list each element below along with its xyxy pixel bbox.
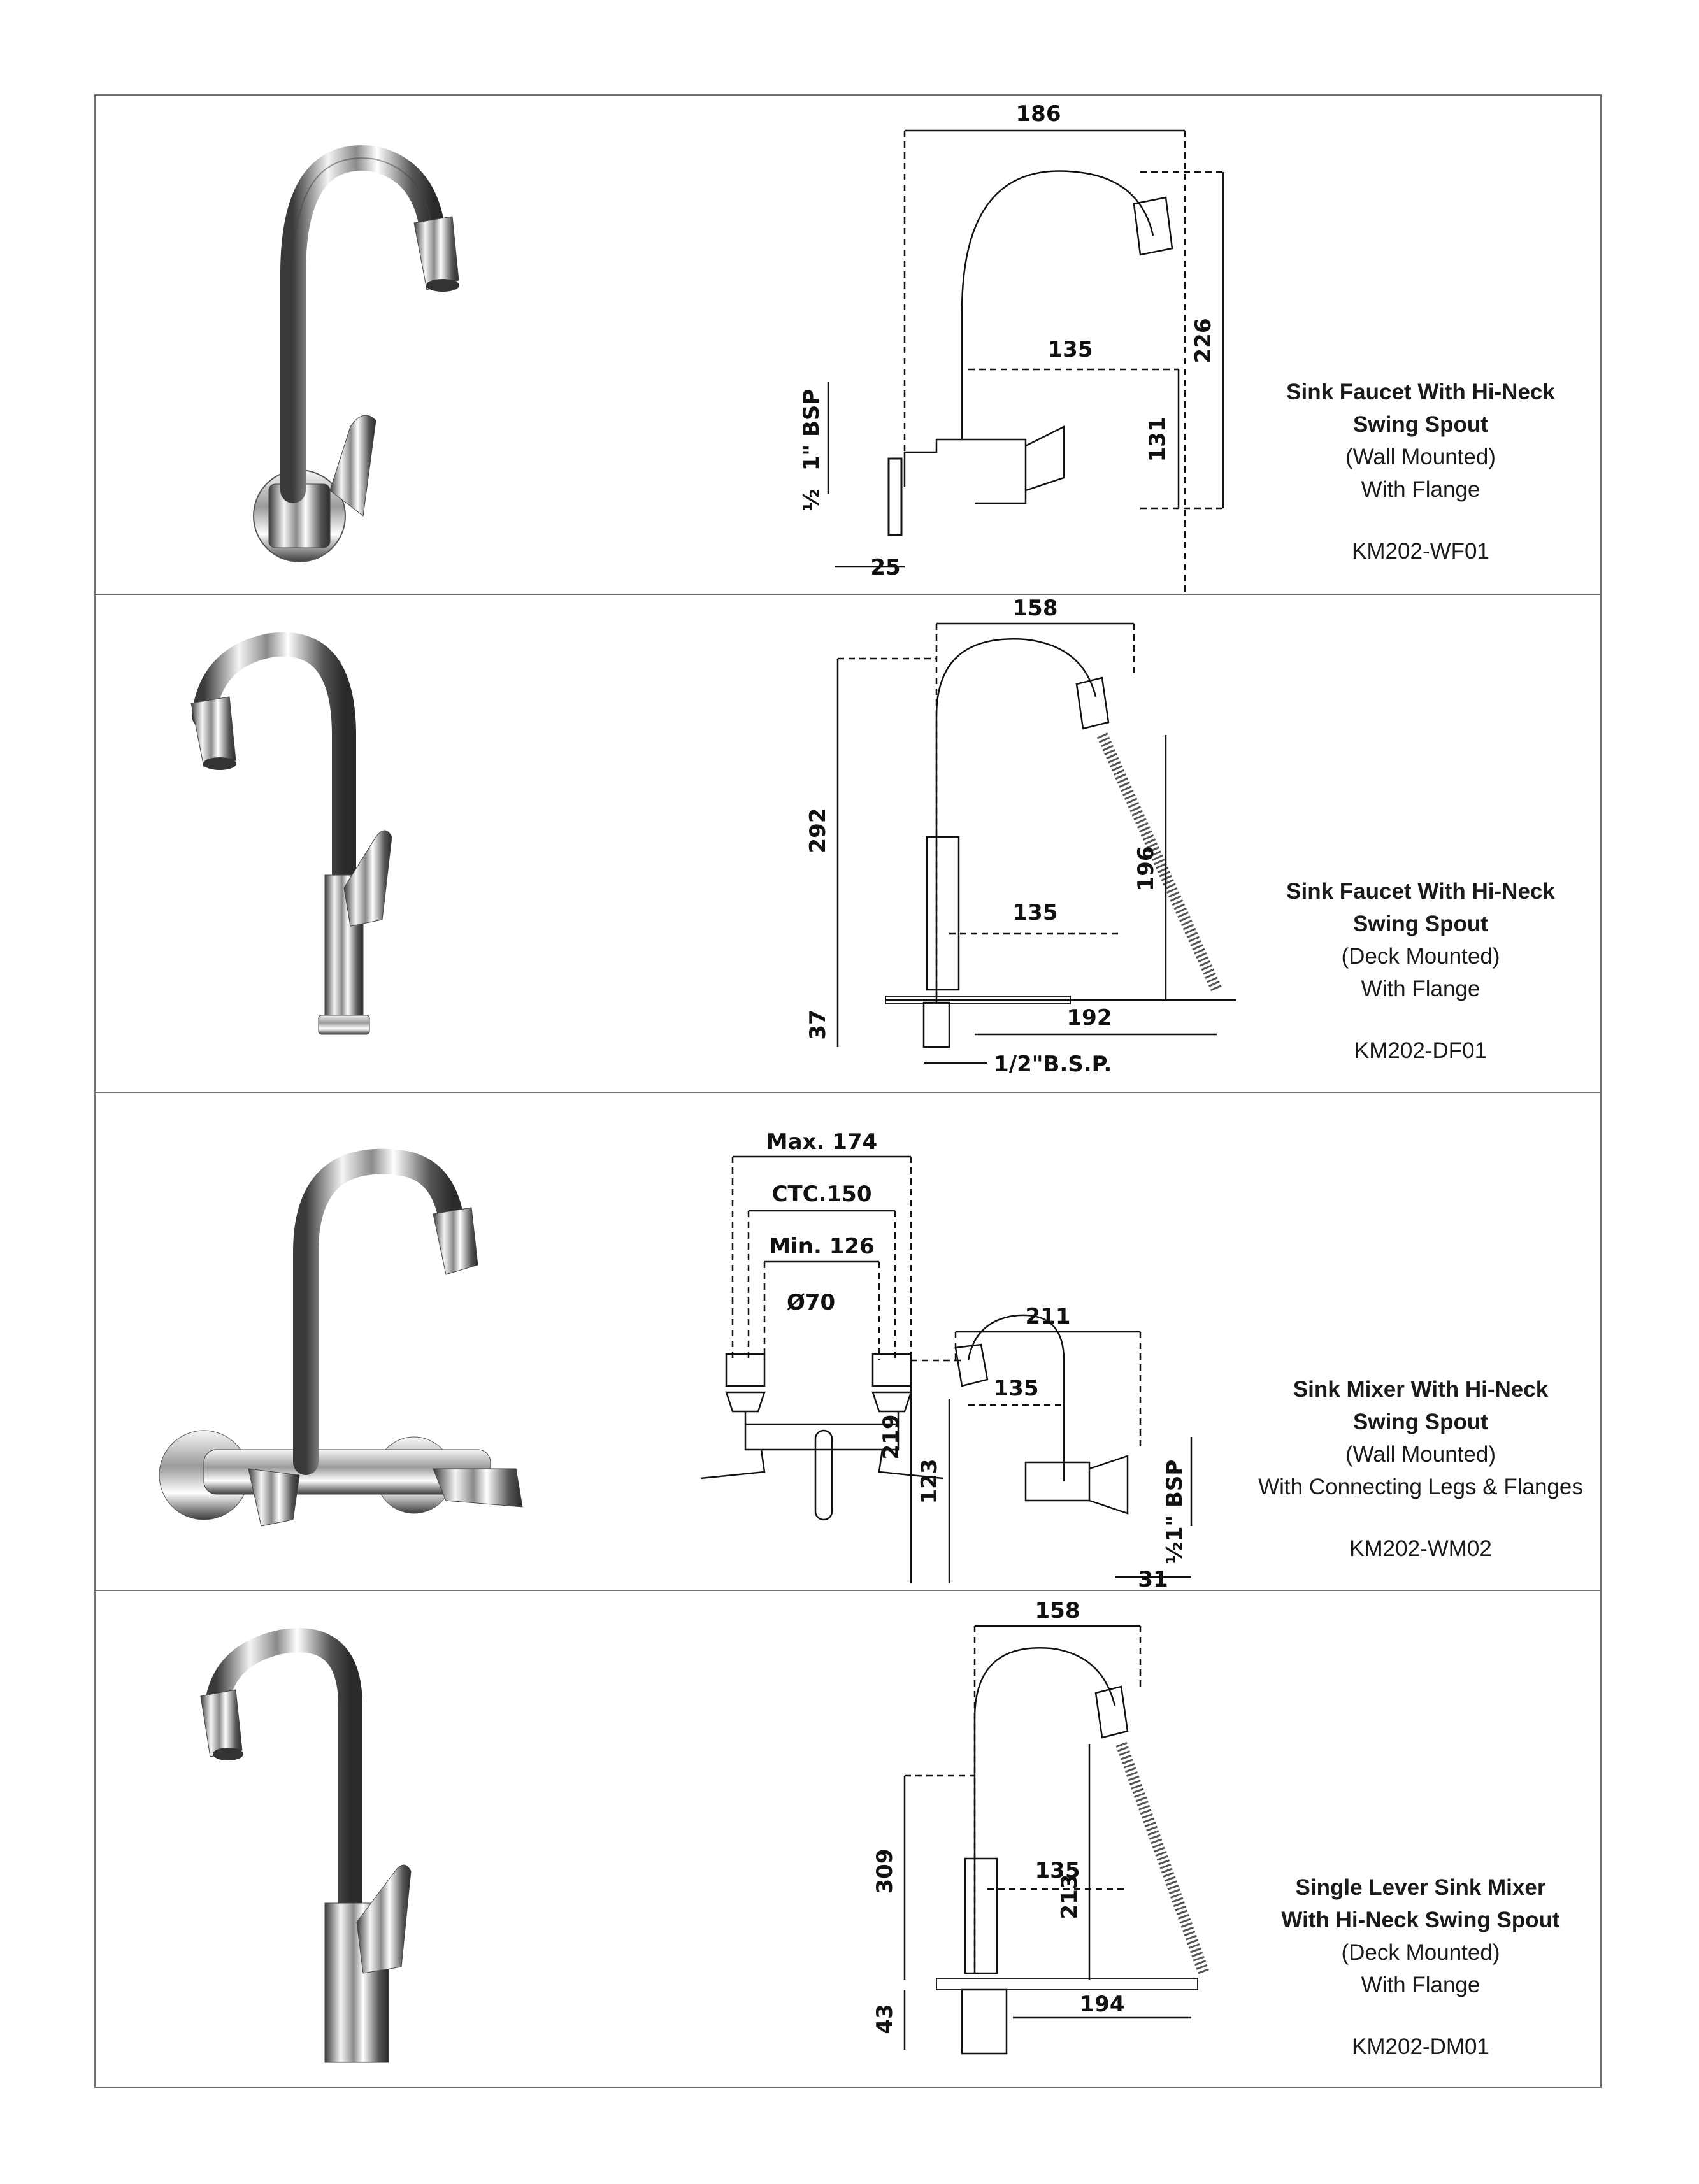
dim-max: Max. 174 — [766, 1129, 878, 1155]
dim-below-deck: 37 — [805, 1010, 831, 1040]
caption-subtitle-line: With Flange — [1361, 976, 1480, 1001]
faucet-outline — [905, 171, 1153, 487]
faucet-photo-deck-mounted — [134, 608, 541, 1079]
product-row-dm01 — [96, 1590, 1600, 2088]
product-code: KM202-WM02 — [1349, 1536, 1492, 1561]
faucet-photo-wall-mounted — [134, 108, 541, 580]
dim-spout-reach: 135 — [1012, 900, 1058, 925]
caption-subtitle-line: (Wall Mounted) — [1345, 1442, 1496, 1467]
dim-height: 309 — [872, 1848, 898, 1894]
dim-water-reach: 192 — [1066, 1005, 1112, 1031]
dim-bsp: 1/2"B.S.P. — [994, 1052, 1112, 1077]
caption-subtitle-line: With Flange — [1361, 477, 1480, 502]
caption-wm02 — [1217, 1093, 1624, 1591]
dim-inlet: 25 — [870, 555, 901, 580]
caption-subtitle-line: With Connecting Legs & Flanges — [1258, 1474, 1583, 1499]
product-code: KM202-WF01 — [1352, 539, 1489, 564]
dimension-drawing-wm02 — [580, 1093, 1280, 1591]
dim-outlet-height: 213 — [1057, 1874, 1082, 1920]
dim-spout-reach: 135 — [1035, 1858, 1080, 1883]
dim-bsp: 1" BSP — [799, 389, 824, 471]
dimension-drawing-wf01 — [580, 96, 1280, 594]
dim-min: Min. 126 — [769, 1234, 875, 1259]
dimension-drawing-dm01 — [580, 1591, 1280, 2089]
caption-title-line: Swing Spout — [1353, 1410, 1488, 1434]
dim-width: 158 — [1012, 596, 1058, 621]
dim-bsp-fraction: ½ — [799, 489, 824, 511]
mixer-photo-deck-mounted — [134, 1604, 541, 2075]
dim-height: 219 — [878, 1414, 904, 1460]
product-row-wm02 — [96, 1092, 1600, 1590]
dimension-drawing-df01 — [580, 595, 1280, 1093]
dim-width: 211 — [1025, 1304, 1071, 1329]
dim-width: 158 — [1035, 1598, 1080, 1624]
product-row-wf01 — [96, 96, 1600, 594]
dim-water-reach: 194 — [1079, 1992, 1125, 2017]
caption-subtitle-line: With Flange — [1361, 1973, 1480, 1997]
product-code: KM202-DF01 — [1354, 1038, 1488, 1063]
spec-sheet — [94, 94, 1602, 2088]
dim-outlet-height: 196 — [1133, 846, 1159, 892]
caption-wf01 — [1217, 96, 1624, 594]
caption-dm01 — [1217, 1591, 1624, 2089]
dim-height: 226 — [1191, 318, 1216, 364]
dim-below-deck: 43 — [872, 2004, 898, 2034]
dim-height: 292 — [805, 808, 831, 853]
caption-title-line: Sink Faucet With Hi-Neck — [1286, 879, 1555, 904]
caption-title-line: Swing Spout — [1353, 412, 1488, 437]
dim-spout-reach: 135 — [993, 1376, 1039, 1401]
dim-inlet: 31 — [1138, 1567, 1168, 1591]
dim-diameter: Ø70 — [787, 1290, 836, 1315]
caption-subtitle-line: (Deck Mounted) — [1341, 944, 1500, 969]
caption-title-line: With Hi-Neck Swing Spout — [1281, 1908, 1560, 1932]
caption-title-line: Swing Spout — [1353, 911, 1488, 936]
caption-title-line: Sink Mixer With Hi-Neck — [1293, 1377, 1549, 1402]
caption-title-line: Single Lever Sink Mixer — [1295, 1875, 1546, 1900]
caption-subtitle-line: (Wall Mounted) — [1345, 445, 1496, 469]
dim-outlet-height: 131 — [1145, 417, 1170, 462]
dim-width: 186 — [1015, 101, 1061, 127]
dim-bsp-fraction: ½ — [1162, 1541, 1187, 1564]
dim-outlet-height: 123 — [917, 1459, 942, 1504]
dim-bsp: 1" BSP — [1162, 1459, 1187, 1542]
caption-subtitle-line: (Deck Mounted) — [1341, 1940, 1500, 1965]
dim-spout-reach: 135 — [1047, 337, 1093, 362]
mixer-photo-wall-mounted — [134, 1106, 541, 1577]
caption-title-line: Sink Faucet With Hi-Neck — [1286, 380, 1555, 404]
dim-ctc: CTC.150 — [771, 1181, 872, 1207]
product-code: KM202-DM01 — [1352, 2034, 1489, 2059]
caption-df01 — [1217, 595, 1624, 1093]
product-row-df01 — [96, 594, 1600, 1092]
